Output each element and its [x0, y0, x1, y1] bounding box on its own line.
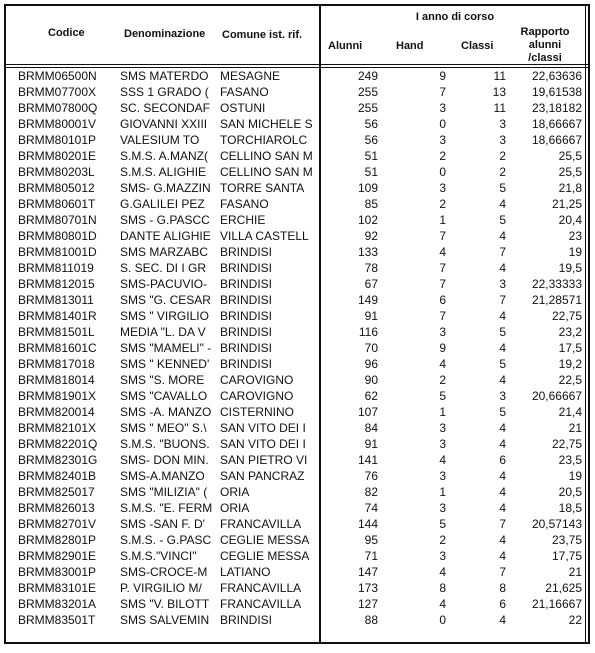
cell-hand: 7 — [439, 85, 446, 99]
cell-rapporto: 23 — [568, 229, 582, 243]
cell-classi: 5 — [499, 213, 506, 227]
cell-comune: ORIA — [220, 501, 250, 515]
cell-comune: SAN PANCRAZ — [220, 469, 305, 483]
cell-alunni: 78 — [364, 261, 378, 275]
cell-alunni: 82 — [364, 485, 378, 499]
cell-codice: BRMM817018 — [18, 357, 95, 371]
cell-classi: 5 — [499, 405, 506, 419]
cell-comune: BRINDISI — [220, 261, 273, 275]
cell-hand: 3 — [439, 437, 446, 451]
cell-codice: BRMM80203L — [18, 165, 95, 179]
cell-comune: SAN VITO DEI I — [220, 421, 306, 435]
cell-hand: 1 — [439, 213, 446, 227]
cell-hand: 4 — [439, 597, 446, 611]
table-row — [6, 212, 588, 228]
cell-rapporto: 23,18182 — [531, 101, 582, 115]
cell-classi: 3 — [499, 389, 506, 403]
cell-hand: 7 — [439, 229, 446, 243]
cell-rapporto: 17,5 — [558, 341, 582, 355]
cell-rapporto: 19 — [568, 469, 582, 483]
cell-denominazione: S.M.S."VINCI" — [120, 549, 197, 563]
cell-comune: BRINDISI — [220, 245, 273, 259]
cell-codice: BRMM818014 — [18, 373, 95, 387]
cell-alunni: 51 — [364, 149, 378, 163]
cell-classi: 3 — [499, 133, 506, 147]
cell-rapporto: 17,75 — [551, 549, 582, 563]
cell-rapporto: 22,75 — [551, 309, 582, 323]
cell-denominazione: MEDIA "L. DA V — [120, 325, 206, 339]
table-row — [6, 148, 588, 164]
cell-classi: 6 — [499, 453, 506, 467]
cell-classi: 4 — [499, 309, 506, 323]
cell-comune: BRINDISI — [220, 293, 273, 307]
header-hand: Hand — [396, 40, 424, 52]
cell-rapporto: 23,75 — [551, 533, 582, 547]
cell-denominazione: SMS "MILIZIA" ( — [120, 485, 208, 499]
table-row — [6, 340, 588, 356]
cell-classi: 7 — [499, 517, 506, 531]
cell-hand: 2 — [439, 373, 446, 387]
cell-classi: 4 — [499, 373, 506, 387]
header-alunni: Alunni — [328, 40, 363, 52]
cell-denominazione: SMS- DON MIN. — [120, 453, 209, 467]
cell-comune: BRINDISI — [220, 309, 273, 323]
cell-hand: 0 — [439, 165, 446, 179]
cell-denominazione: DANTE ALIGHIE — [120, 229, 211, 243]
cell-alunni: 85 — [364, 197, 378, 211]
cell-comune: MESAGNE — [220, 69, 281, 83]
cell-denominazione: SMS MATERDO — [120, 69, 209, 83]
cell-hand: 0 — [439, 117, 446, 131]
cell-classi: 3 — [499, 277, 506, 291]
cell-alunni: 95 — [364, 533, 378, 547]
cell-rapporto: 20,66667 — [531, 389, 582, 403]
cell-codice: BRMM81601C — [18, 341, 97, 355]
cell-codice: BRMM06500N — [18, 69, 97, 83]
cell-comune: OSTUNI — [220, 101, 266, 115]
cell-classi: 7 — [499, 245, 506, 259]
cell-rapporto: 19,2 — [558, 357, 582, 371]
cell-alunni: 116 — [358, 325, 378, 339]
header-rapporto — [510, 26, 580, 65]
cell-denominazione: SMS "G. CESAR — [120, 293, 211, 307]
cell-comune: BRINDISI — [220, 325, 273, 339]
header-codice: Codice — [48, 27, 85, 39]
cell-classi: 4 — [499, 501, 506, 515]
cell-denominazione: P. VIRGILIO M/ — [120, 581, 202, 595]
cell-hand: 7 — [439, 309, 446, 323]
cell-denominazione: SMS - G.PASCC — [120, 213, 210, 227]
cell-hand: 7 — [439, 277, 446, 291]
cell-rapporto: 20,57143 — [531, 517, 582, 531]
cell-denominazione: GIOVANNI XXIII — [120, 117, 208, 131]
cell-rapporto: 20,4 — [558, 213, 582, 227]
cell-hand: 0 — [439, 613, 446, 627]
cell-denominazione: SSS 1 GRADO ( — [120, 85, 209, 99]
cell-rapporto: 25,5 — [558, 165, 582, 179]
cell-denominazione: SMS SALVEMIN — [120, 613, 210, 627]
cell-classi: 5 — [499, 181, 506, 195]
cell-comune: FRANCAVILLA — [220, 517, 302, 531]
cell-denominazione: SMS "MAMELI" - — [120, 341, 212, 355]
cell-hand: 5 — [439, 389, 446, 403]
cell-comune: LATIANO — [220, 565, 271, 579]
table-row — [6, 404, 588, 420]
cell-alunni: 91 — [364, 437, 378, 451]
cell-codice: BRMM811019 — [18, 261, 94, 275]
cell-denominazione: S.M.S. "E. FERM — [120, 501, 213, 515]
cell-rapporto: 22,33333 — [531, 277, 582, 291]
cell-hand: 6 — [439, 293, 446, 307]
cell-codice: BRMM813011 — [18, 293, 94, 307]
cell-rapporto: 22,75 — [551, 437, 582, 451]
cell-denominazione: SMS "CAVALLO — [120, 389, 208, 403]
cell-alunni: 149 — [357, 293, 378, 307]
cell-classi: 4 — [499, 437, 506, 451]
table-row — [6, 612, 588, 628]
cell-codice: BRMM82701V — [18, 517, 97, 531]
cell-comune: ORIA — [220, 485, 250, 499]
cell-alunni: 67 — [364, 277, 378, 291]
cell-rapporto: 22,63636 — [531, 69, 582, 83]
table-row — [6, 164, 588, 180]
cell-codice: BRMM83101E — [18, 581, 97, 595]
table-row — [6, 516, 588, 532]
table-row — [6, 500, 588, 516]
cell-codice: BRMM81401R — [18, 309, 97, 323]
cell-alunni: 76 — [364, 469, 378, 483]
table-row — [6, 132, 588, 148]
cell-alunni: 102 — [357, 213, 378, 227]
cell-rapporto: 21,8 — [558, 181, 582, 195]
cell-rapporto: 21,625 — [545, 581, 582, 595]
cell-classi: 2 — [499, 165, 506, 179]
cell-hand: 9 — [439, 341, 446, 355]
cell-denominazione: SMS " VIRGILIO — [120, 309, 209, 323]
cell-rapporto: 21 — [568, 565, 582, 579]
cell-denominazione: SMS -SAN F. D' — [120, 517, 205, 531]
cell-denominazione: SC. SECONDAF — [120, 101, 211, 115]
cell-hand: 4 — [439, 245, 446, 259]
cell-classi: 4 — [499, 549, 506, 563]
cell-rapporto: 22,5 — [558, 373, 582, 387]
cell-hand: 4 — [439, 453, 446, 467]
cell-codice: BRMM82101X — [18, 421, 97, 435]
cell-codice: BRMM83501T — [18, 613, 96, 627]
header-group: I anno di corso — [415, 11, 495, 23]
cell-codice: BRMM07800Q — [18, 101, 98, 115]
cell-rapporto: 23,5 — [558, 453, 582, 467]
divider — [6, 64, 588, 65]
cell-classi: 4 — [499, 533, 506, 547]
cell-comune: FASANO — [220, 85, 269, 99]
cell-denominazione: SMS -A. MANZO — [120, 405, 212, 419]
table-row — [6, 420, 588, 436]
cell-comune: CISTERNINO — [220, 405, 295, 419]
cell-hand: 3 — [439, 325, 446, 339]
table-row — [6, 308, 588, 324]
cell-denominazione: SMS "V. BILOTT — [120, 597, 210, 611]
cell-codice: BRMM825017 — [18, 485, 95, 499]
table-row — [6, 324, 588, 340]
cell-denominazione: SMS " MEO" S.\ — [120, 421, 207, 435]
cell-codice: BRMM80801D — [18, 229, 97, 243]
table-row — [6, 596, 588, 612]
cell-alunni: 144 — [357, 517, 378, 531]
cell-comune: TORRE SANTA — [220, 181, 305, 195]
data-table — [4, 4, 590, 644]
cell-comune: VILLA CASTELL — [220, 229, 309, 243]
cell-hand: 9 — [439, 69, 446, 83]
cell-alunni: 141 — [357, 453, 378, 467]
cell-comune: CELLINO SAN M — [220, 165, 313, 179]
cell-codice: BRMM805012 — [18, 181, 95, 195]
cell-rapporto: 18,66667 — [531, 133, 582, 147]
cell-alunni: 90 — [364, 373, 378, 387]
header-denominazione: Denominazione — [124, 28, 206, 40]
cell-alunni: 56 — [364, 117, 378, 131]
table-row — [6, 116, 588, 132]
cell-alunni: 249 — [357, 69, 378, 83]
cell-denominazione: SMS " KENNED' — [120, 357, 210, 371]
cell-denominazione: S.M.S. A.MANZ( — [120, 149, 209, 163]
cell-alunni: 84 — [364, 421, 378, 435]
cell-denominazione: S.M.S. "BUONS. — [120, 437, 210, 451]
cell-alunni: 107 — [357, 405, 378, 419]
cell-codice: BRMM82301G — [18, 453, 98, 467]
cell-hand: 2 — [439, 533, 446, 547]
cell-codice: BRMM83001P — [18, 565, 97, 579]
cell-classi: 11 — [493, 101, 506, 115]
table-row — [6, 260, 588, 276]
cell-classi: 4 — [499, 613, 506, 627]
cell-rapporto: 19 — [568, 245, 582, 259]
cell-classi: 5 — [499, 357, 506, 371]
cell-alunni: 51 — [364, 165, 378, 179]
table-row — [6, 452, 588, 468]
cell-codice: BRMM826013 — [18, 501, 95, 515]
header-classi: Classi — [461, 40, 494, 52]
cell-classi: 4 — [499, 261, 506, 275]
cell-denominazione: VALESIUM TO — [120, 133, 200, 147]
cell-denominazione: SMS- G.MAZZIN — [120, 181, 211, 195]
cell-alunni: 133 — [357, 245, 378, 259]
cell-comune: CAROVIGNO — [220, 389, 294, 403]
cell-classi: 8 — [499, 581, 506, 595]
cell-codice: BRMM81001D — [18, 245, 97, 259]
cell-rapporto: 18,5 — [558, 501, 582, 515]
cell-codice: BRMM820014 — [18, 405, 95, 419]
cell-codice: BRMM82401B — [18, 469, 97, 483]
cell-denominazione: SMS MARZABC — [120, 245, 209, 259]
table-row — [6, 84, 588, 100]
cell-comune: BRINDISI — [220, 341, 273, 355]
cell-hand: 2 — [439, 197, 446, 211]
cell-hand: 4 — [439, 357, 446, 371]
cell-hand: 2 — [439, 149, 446, 163]
cell-alunni: 173 — [357, 581, 378, 595]
cell-classi: 11 — [493, 69, 506, 83]
cell-alunni: 109 — [357, 181, 378, 195]
cell-alunni: 91 — [364, 309, 378, 323]
cell-comune: CEGLIE MESSA — [220, 549, 310, 563]
cell-rapporto: 23,2 — [558, 325, 582, 339]
cell-classi: 6 — [499, 597, 506, 611]
cell-comune: ERCHIE — [220, 213, 266, 227]
table-row — [6, 548, 588, 564]
cell-rapporto: 21,25 — [551, 197, 582, 211]
cell-rapporto: 19,61538 — [531, 85, 582, 99]
cell-codice: BRMM80201E — [18, 149, 97, 163]
cell-classi: 4 — [499, 229, 506, 243]
table-row — [6, 68, 588, 84]
cell-hand: 3 — [439, 469, 446, 483]
cell-hand: 8 — [439, 581, 446, 595]
cell-rapporto: 20,5 — [558, 485, 582, 499]
cell-hand: 3 — [439, 421, 446, 435]
cell-denominazione: SMS "S. MORE — [120, 373, 205, 387]
cell-comune: SAN MICHELE S — [220, 117, 313, 131]
cell-classi: 4 — [499, 421, 506, 435]
cell-rapporto: 18,66667 — [531, 117, 582, 131]
cell-comune: SAN PIETRO VI — [220, 453, 308, 467]
cell-hand: 3 — [439, 181, 446, 195]
cell-alunni: 62 — [364, 389, 378, 403]
cell-classi: 3 — [499, 117, 506, 131]
cell-rapporto: 22 — [568, 613, 582, 627]
cell-codice: BRMM80101P — [18, 133, 97, 147]
cell-comune: SAN VITO DEI I — [220, 437, 306, 451]
cell-codice: BRMM82801P — [18, 533, 97, 547]
cell-hand: 3 — [439, 101, 446, 115]
cell-hand: 1 — [439, 405, 446, 419]
cell-classi: 4 — [499, 341, 506, 355]
table-row — [6, 244, 588, 260]
table-row — [6, 388, 588, 404]
cell-classi: 4 — [499, 469, 506, 483]
cell-codice: BRMM83201A — [18, 597, 97, 611]
cell-hand: 3 — [439, 549, 446, 563]
header-rapporto-line3: /classi — [528, 52, 562, 64]
header-rapporto-line1: Rapporto — [520, 26, 570, 38]
cell-codice: BRMM81901X — [18, 389, 97, 403]
cell-comune: BRINDISI — [220, 277, 273, 291]
table-row — [6, 180, 588, 196]
table-row — [6, 484, 588, 500]
cell-classi: 2 — [499, 149, 506, 163]
table-row — [6, 372, 588, 388]
cell-codice: BRMM82901E — [18, 549, 97, 563]
cell-hand: 1 — [439, 485, 446, 499]
cell-alunni: 56 — [364, 133, 378, 147]
cell-comune: BRINDISI — [220, 613, 273, 627]
header-rapporto-line2: alunni — [528, 39, 562, 51]
cell-denominazione: SMS-CROCE-M — [120, 565, 208, 579]
cell-codice: BRMM80001V — [18, 117, 97, 131]
cell-alunni: 255 — [357, 101, 378, 115]
cell-denominazione: SMS-A.MANZO — [120, 469, 205, 483]
cell-comune: FRANCAVILLA — [220, 581, 302, 595]
cell-comune: CAROVIGNO — [220, 373, 294, 387]
cell-codice: BRMM80701N — [18, 213, 97, 227]
cell-alunni: 70 — [364, 341, 378, 355]
cell-classi: 4 — [499, 197, 506, 211]
table-row — [6, 100, 588, 116]
cell-hand: 7 — [439, 261, 446, 275]
cell-denominazione: S.M.S. ALIGHIE — [120, 165, 207, 179]
cell-denominazione: SMS-PACUVIO- — [120, 277, 208, 291]
cell-alunni: 74 — [364, 501, 378, 515]
cell-codice: BRMM82201Q — [18, 437, 98, 451]
cell-alunni: 92 — [364, 229, 378, 243]
cell-codice: BRMM81501L — [18, 325, 95, 339]
cell-classi: 4 — [499, 485, 506, 499]
cell-codice: BRMM812015 — [18, 277, 95, 291]
cell-comune: BRINDISI — [220, 357, 273, 371]
table-row — [6, 196, 588, 212]
cell-alunni: 255 — [357, 85, 378, 99]
cell-hand: 5 — [439, 517, 446, 531]
table-row — [6, 564, 588, 580]
cell-rapporto: 21,4 — [558, 405, 582, 419]
table-row — [6, 276, 588, 292]
cell-comune: FRANCAVILLA — [220, 597, 302, 611]
table-row — [6, 356, 588, 372]
cell-rapporto: 21,28571 — [531, 293, 582, 307]
cell-hand: 3 — [439, 133, 446, 147]
table-row — [6, 228, 588, 244]
table-row — [6, 468, 588, 484]
cell-classi: 7 — [499, 293, 506, 307]
cell-rapporto: 19,5 — [558, 261, 582, 275]
cell-denominazione: S.M.S. - G.PASC — [120, 533, 212, 547]
cell-rapporto: 25,5 — [558, 149, 582, 163]
cell-classi: 7 — [499, 565, 506, 579]
cell-rapporto: 21 — [568, 421, 582, 435]
table-row — [6, 292, 588, 308]
cell-alunni: 71 — [364, 549, 378, 563]
table-row — [6, 436, 588, 452]
cell-codice: BRMM07700X — [18, 85, 97, 99]
cell-alunni: 88 — [364, 613, 378, 627]
table-row — [6, 532, 588, 548]
cell-denominazione: S. SEC. DI I GR — [120, 261, 207, 275]
cell-classi: 5 — [499, 325, 506, 339]
cell-comune: FASANO — [220, 197, 269, 211]
cell-comune: CEGLIE MESSA — [220, 533, 310, 547]
cell-alunni: 127 — [357, 597, 378, 611]
cell-comune: CELLINO SAN M — [220, 149, 313, 163]
cell-codice: BRMM80601T — [18, 197, 96, 211]
cell-rapporto: 21,16667 — [531, 597, 582, 611]
table-row — [6, 580, 588, 596]
cell-alunni: 147 — [357, 565, 378, 579]
cell-hand: 3 — [439, 501, 446, 515]
cell-classi: 13 — [492, 85, 506, 99]
cell-comune: TORCHIAROLC — [220, 133, 308, 147]
cell-alunni: 96 — [364, 357, 378, 371]
header-comune: Comune ist. rif. — [222, 29, 303, 41]
cell-denominazione: G.GALILEI PEZ — [120, 197, 205, 211]
cell-hand: 4 — [439, 565, 446, 579]
